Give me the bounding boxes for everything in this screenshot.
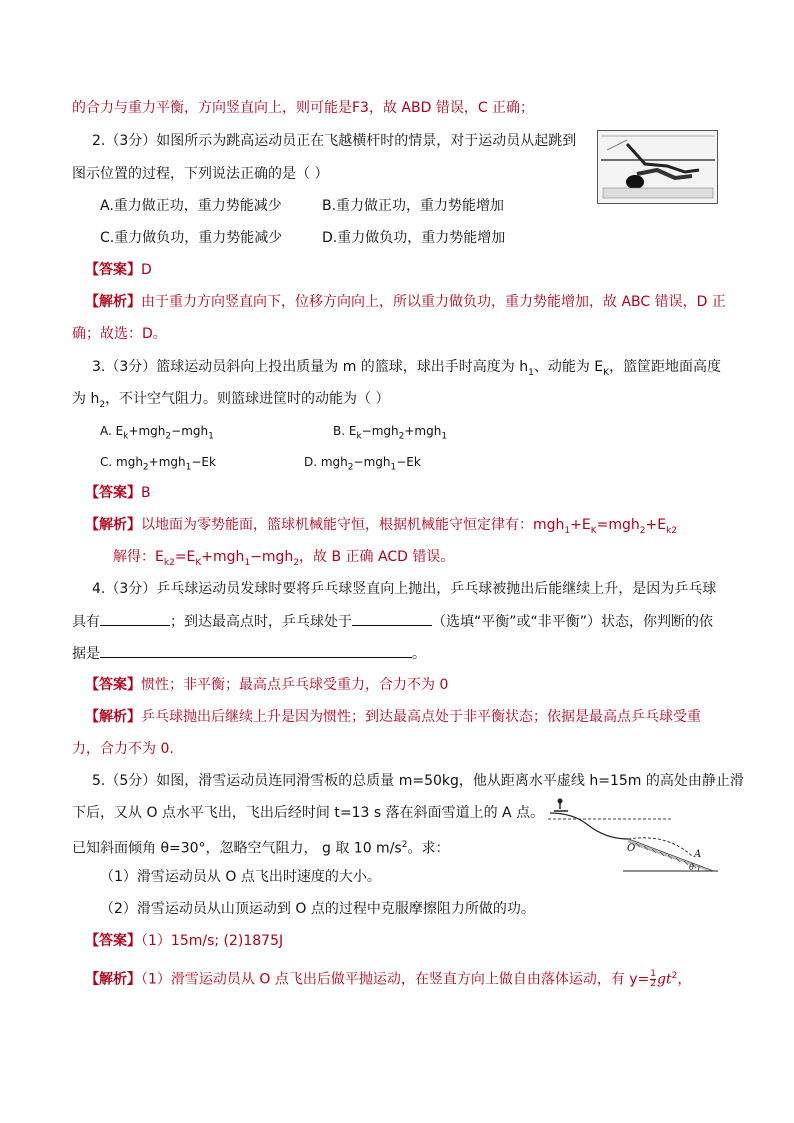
blank-1[interactable] [100, 611, 170, 626]
question-5-line-1: 5.（5分）如图，滑雪运动员连同滑雪板的总质量 m=50kg，他从距离水平虚线 h=15m 的高处由静止滑 [92, 773, 744, 789]
point-a-label: A [694, 849, 702, 860]
option-2b: B.重力做正功，重力势能增加 [322, 198, 505, 214]
theta-label: θ [689, 863, 694, 872]
question-5-sub-2: （2）滑雪运动员从山顶运动到 O 点的过程中克服摩擦阻力所做的功。 [100, 901, 535, 917]
explanation-3-line-1: 【解析】以地面为零势能面，篮球机械能守恒，根据机械能守恒定律有：$mgh_1+E_K=mgh_2+E_{k2}$ [85, 517, 678, 536]
point-o-label: O [627, 843, 636, 854]
explanation-3-line-2: 解得：$E_{k2}=E_K+mgh_1-mgh_2$，故 B 正确 ACD 错误。 [113, 549, 455, 568]
option-3a: A. $E_k+mgh_2-mgh_1$ [100, 424, 214, 442]
answer-2: 【答案】D [85, 262, 152, 278]
option-2d: D.重力做负功，重力势能增加 [322, 230, 506, 246]
question-5-line-3: 已知斜面倾角 θ=30°，忽略空气阻力， g 取 10 $m/s^2$。求： [72, 840, 450, 857]
option-2a: A.重力做正功，重力势能减少 [100, 198, 282, 214]
option-3c: C. mgh$_2$+mgh$_1$−Ek [100, 455, 216, 473]
question-2-line-1: 2.（3分）如图所示为跳高运动员正在飞越横杆时的情景，对于运动员从起跳到 [92, 133, 577, 149]
question-5-sub-1: （1）滑雪运动员从 O 点飞出时速度的大小。 [100, 869, 381, 885]
option-3b: B. $E_k-mgh_2+mgh_1$ [333, 424, 448, 442]
answer-4: 【答案】惯性；非平衡；最高点乒乓球受重力，合力不为 0 [85, 677, 449, 693]
explanation-5-line-1: 【解析】（1）滑雪运动员从 O 点飞出后做平抛运动，在竖直方向上做自由落体运动，有 y= $\frac{1}{2}$ $gt^2$， [85, 969, 692, 990]
option-2c: C.重力做负功，重力势能减少 [100, 230, 283, 246]
explanation-2-line-2: 确；故选：D。 [72, 326, 167, 342]
question-4-line-1: 4.（3分）乒乓球运动员发球时要将乒乓球竖直向上抛出，乒乓球被抛出后能继续上升，是因为乒乓球 [92, 581, 717, 597]
explanation-4-line-2: 力，合力不为 0. [72, 741, 174, 757]
explanation-4-line-1: 【解析】乒乓球抛出后继续上升是因为惯性；到达最高点处于非平衡状态；依据是最高点乒乓球受重 [85, 709, 701, 725]
answer-5: 【答案】（1）15m/s; (2)1875J [85, 933, 284, 949]
option-3d: D. mgh$_2$−mgh$_1$−Ek [304, 455, 421, 473]
question-2-line-2: 图示位置的过程，下列说法正确的是（ ） [72, 166, 329, 182]
question-4-line-3: 据是 。 [72, 643, 426, 664]
answer-3: 【答案】B [85, 485, 151, 501]
skier-icon [554, 799, 568, 812]
explanation-2-line-1: 【解析】由于重力方向竖直向下，位移方向向上，所以重力做负功，重力势能增加，故 ABC 错误，D 正 [85, 294, 726, 310]
prev-answer-tail: 的合力与重力平衡，方向竖直向上，则可能是F3，故 ABD 错误，C 正确； [72, 100, 535, 116]
ski-slope-diagram [548, 793, 720, 873]
blank-3[interactable] [100, 643, 412, 658]
question-3-line-1: 3.（3分）篮球运动员斜向上投出质量为 m 的篮球，球出手时高度为 $h_1$、动能为 $E_K$，篮筐距地面高度 [92, 359, 722, 378]
high-jump-photo [597, 130, 718, 204]
question-3-line-2: 为 $h_2$，不计空气阻力。则篮球进筐时的动能为（ ） [72, 391, 390, 410]
question-4-line-2: 具有 ；到达最高点时，乒乓球处于 （选填“平衡”或“非平衡”）状态，你判断的依 [72, 611, 713, 632]
question-5-line-2: 下后，又从 O 点水平飞出，飞出后经时间 t=13 s 落在斜面雪道上的 A 点。 [72, 805, 545, 821]
blank-2[interactable] [352, 611, 432, 626]
